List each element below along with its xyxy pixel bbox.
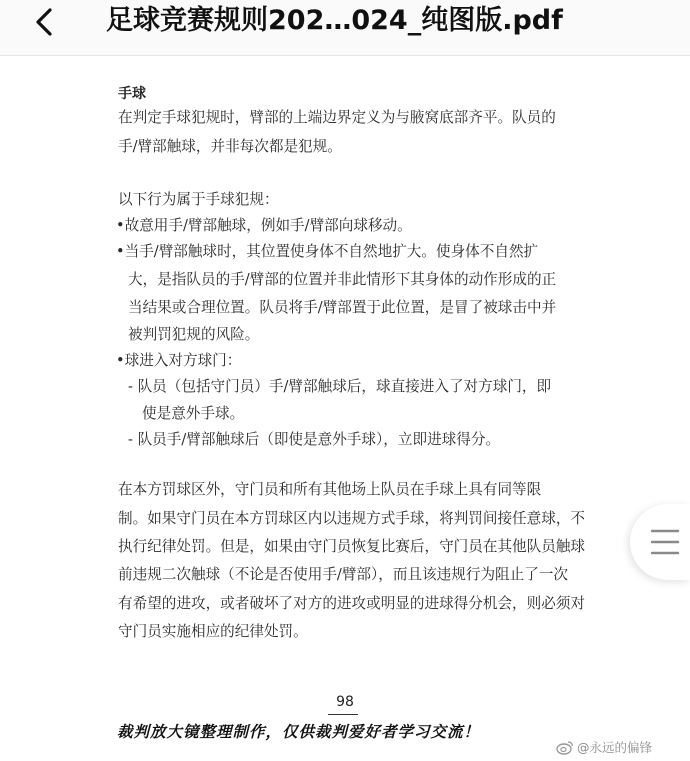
weibo-icon [556,740,574,755]
document-title: 足球竞赛规则202…024_纯图版.pdf [106,5,563,36]
sub-list-item: - 队员（包括守门员）手/臂部触球后，球直接进入了对方球门，即 [128,378,552,395]
paragraph-line: 有希望的进攻，或者破坏了对方的进攻或明显的进球得分机会，则必须对 [118,595,586,612]
top-bar [0,0,690,56]
list-item: •当手/臂部触球时，其位置使身体不自然地扩大。使身体不自然扩 [116,243,539,260]
list-item: •球进入对方球门： [116,352,242,369]
list-item-line: 当结果或合理位置。队员将手/臂部置于此位置，是冒了被球击中并 [128,299,557,316]
paragraph-line: 手/臂部触球，并非每次都是犯规。 [118,138,342,155]
watermark-text: @永远的偏锋 [577,740,653,755]
paragraph-line: 前违规二次触球（不论是否使用手/臂部），而且该违规行为阻止了一次 [118,566,569,583]
sub-list-item: - 队员手/臂部触球后（即使是意外手球），立即进球得分。 [128,431,501,448]
chevron-left-icon [24,4,68,48]
page-number: 98 [336,694,354,710]
list-item-line: 被判罚犯规的风险。 [128,326,260,343]
watermark [556,738,652,756]
section-heading: 手球 [118,86,146,102]
footer-note: 裁判放大镜整理制作，仅供裁判爱好者学习交流！ [117,722,481,741]
list-intro: 以下行为属于手球犯规： [118,191,279,208]
paragraph-line: 在判定手球犯规时，臂部的上端边界定义为与腋窝底部齐平。队员的 [118,109,556,126]
back-button[interactable] [24,4,68,48]
page-number-rule [328,714,358,715]
floating-menu-button[interactable] [630,504,690,580]
paragraph-line: 守门员实施相应的纪律处罚。 [118,623,308,640]
pdf-page [0,57,690,761]
sub-list-item-line: 使是意外手球。 [142,405,245,422]
paragraph-line: 制。如果守门员在本方罚球区内以违规方式手球，将判罚间接任意球，不 [118,510,586,527]
list-item-line: 大，是指队员的手/臂部的位置并非此情形下其身体的动作形成的正 [128,271,557,288]
list-item: •故意用手/臂部触球，例如手/臂部向球移动。 [116,217,412,234]
paragraph-line: 在本方罚球区外，守门员和所有其他场上队员在手球上具有同等限 [118,481,542,498]
paragraph-line: 执行纪律处罚。但是，如果由守门员恢复比赛后，守门员在其他队员触球 [118,538,586,555]
hamburger-menu-icon [630,504,690,580]
